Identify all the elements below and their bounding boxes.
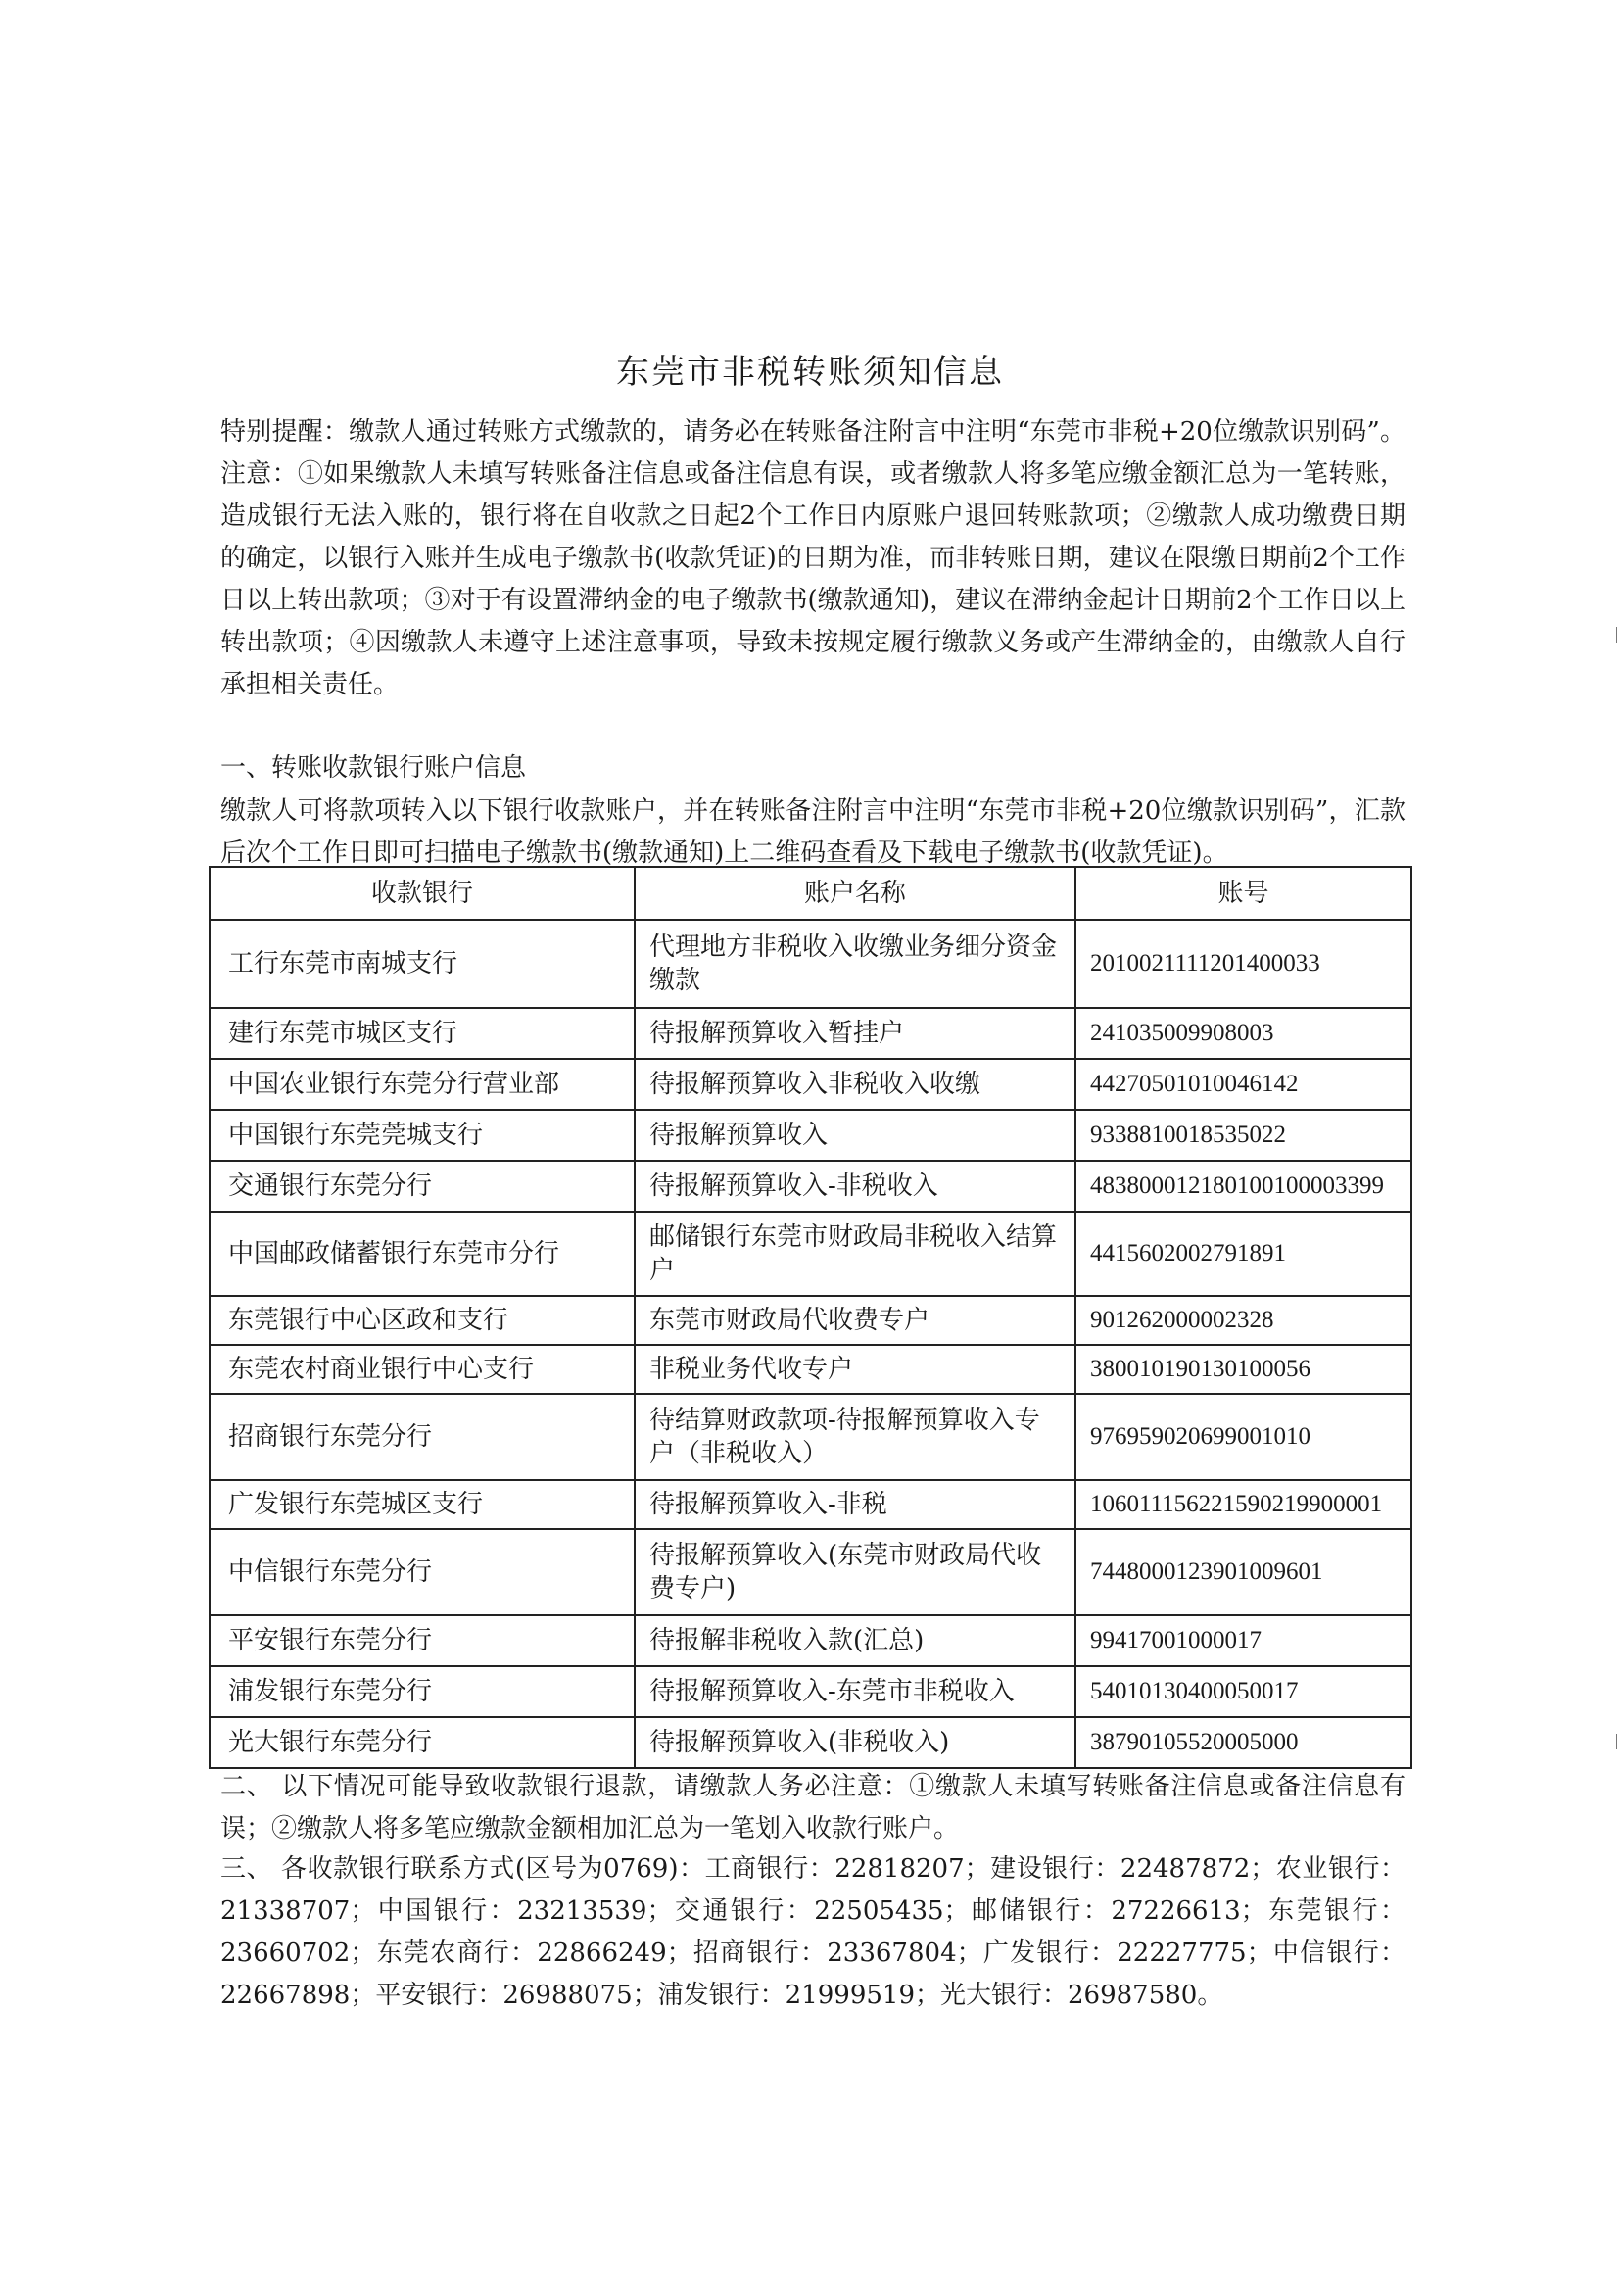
bank-cell: 东莞农村商业银行中心支行	[210, 1345, 635, 1394]
bank-cell: 建行东莞市城区支行	[210, 1008, 635, 1059]
special-reminder: 特别提醒：缴款人通过转账方式缴款的，请务必在转账备注附言中注明“东莞市非税+20位缴款识别码”。注意：①如果缴款人未填写转账备注信息或备注信息有误，或者缴款人将多笔应缴金额汇总为一笔转账，造成银行无法入账的，银行将在自收款之日起2个工作日内原账户退回转账款项；②缴款人成功缴费日期的确定，以银行入账并生成电子缴款书(收款凭证)的日期为准，而非转账日期，建议在限缴日期前2个工作日以上转出款项；③对于有设置滞纳金的电子缴款书(缴款通知)，建议在滞纳金起计日期前2个工作日以上转出款项；④因缴款人未遵守上述注意事项，导致未按规定履行缴款义务或产生滞纳金的，由缴款人自行承担相关责任。	[220, 417, 1406, 699]
account-number-cell: 38790105520005000	[1075, 1717, 1411, 1768]
account-number-cell: 241035009908003	[1075, 1008, 1411, 1059]
table-row	[210, 1717, 1411, 1768]
bank-cell: 中信银行东莞分行	[210, 1529, 635, 1615]
table-row	[210, 1394, 1411, 1480]
account-name-cell: 代理地方非税收入收缴业务细分资金缴款	[635, 920, 1075, 1008]
account-number-cell: 7448000123901009601	[1075, 1529, 1411, 1615]
table-row	[210, 1008, 1411, 1059]
account-name-cell: 待报解预算收入非税收入收缴	[635, 1059, 1075, 1110]
account-number-cell: 106011156221590219900001	[1075, 1480, 1411, 1529]
table-row	[210, 1666, 1411, 1717]
bank-cell: 光大银行东莞分行	[210, 1717, 635, 1768]
table-row	[210, 1529, 1411, 1615]
page-title: 东莞市非税转账须知信息	[616, 353, 1004, 392]
account-number-cell: 9338810018535022	[1075, 1110, 1411, 1161]
account-number-cell: 976959020699001010	[1075, 1394, 1411, 1480]
header-bank: 收款银行	[210, 867, 635, 920]
bank-accounts-table	[209, 866, 1412, 1769]
account-number-cell: 380010190130100056	[1075, 1345, 1411, 1394]
account-name-cell: 待报解预算收入(非税收入)	[635, 1717, 1075, 1768]
bank-cell: 平安银行东莞分行	[210, 1615, 635, 1666]
account-number-cell: 99417001000017	[1075, 1615, 1411, 1666]
table-row	[210, 1615, 1411, 1666]
bank-cell: 工行东莞市南城支行	[210, 920, 635, 1008]
account-name-cell: 非税业务代收专户	[635, 1345, 1075, 1394]
bank-cell: 招商银行东莞分行	[210, 1394, 635, 1480]
account-name-cell: 待结算财政款项-待报解预算收入专户（非税收入）	[635, 1394, 1075, 1480]
section1-intro: 缴款人可将款项转入以下银行收款账户，并在转账备注附言中注明“东莞市非税+20位缴款识别码”，汇款后次个工作日即可扫描电子缴款书(缴款通知)上二维码查看及下载电子缴款书(收款凭证)。	[220, 796, 1406, 868]
scan-edge-mark	[1616, 1734, 1617, 1749]
section2-refund-notice: 二、 以下情况可能导致收款银行退款，请缴款人务必注意：①缴款人未填写转账备注信息或备注信息有误；②缴款人将多笔应缴款金额相加汇总为一笔划入收款行账户。	[220, 1772, 1406, 1843]
table-row	[210, 1059, 1411, 1110]
table-row	[210, 1345, 1411, 1394]
bank-cell: 中国银行东莞莞城支行	[210, 1110, 635, 1161]
table-header-row	[210, 867, 1411, 920]
table-row	[210, 920, 1411, 1008]
bank-cell: 中国邮政储蓄银行东莞市分行	[210, 1212, 635, 1296]
account-name-cell: 待报解预算收入暂挂户	[635, 1008, 1075, 1059]
table-row	[210, 1110, 1411, 1161]
section1-heading: 一、转账收款银行账户信息	[220, 753, 527, 783]
account-number-cell: 901262000002328	[1075, 1296, 1411, 1345]
scan-edge-mark	[1616, 627, 1617, 643]
table-row	[210, 1212, 1411, 1296]
bank-cell: 中国农业银行东莞分行营业部	[210, 1059, 635, 1110]
header-account-number: 账号	[1075, 867, 1411, 920]
bank-cell: 浦发银行东莞分行	[210, 1666, 635, 1717]
section3-bank-contacts: 三、 各收款银行联系方式(区号为0769)：工商银行：22818207；建设银行：22487872；农业银行：21338707；中国银行：23213539；交通银行：22505435；邮储银行：27226613；东莞银行：23660702；东莞农商行：22866249；招商银行：23367804；广发银行：22227775；中信银行：22667898；平安银行：26988075；浦发银行：21999519；光大银行：26987580。	[220, 1854, 1406, 2010]
bank-cell: 广发银行东莞城区支行	[210, 1480, 635, 1529]
table-row	[210, 1161, 1411, 1212]
account-name-cell: 待报解预算收入(东莞市财政局代收费专户)	[635, 1529, 1075, 1615]
account-name-cell: 待报解预算收入-非税	[635, 1480, 1075, 1529]
account-number-cell: 44270501010046142	[1075, 1059, 1411, 1110]
account-number-cell: 4415602002791891	[1075, 1212, 1411, 1296]
account-name-cell: 邮储银行东莞市财政局非税收入结算户	[635, 1212, 1075, 1296]
table-row	[210, 1296, 1411, 1345]
header-account-name: 账户名称	[635, 867, 1075, 920]
account-number-cell: 2010021111201400033	[1075, 920, 1411, 1008]
bank-cell: 交通银行东莞分行	[210, 1161, 635, 1212]
account-number-cell: 54010130400050017	[1075, 1666, 1411, 1717]
bank-cell: 东莞银行中心区政和支行	[210, 1296, 635, 1345]
account-name-cell: 东莞市财政局代收费专户	[635, 1296, 1075, 1345]
account-name-cell: 待报解预算收入-东莞市非税收入	[635, 1666, 1075, 1717]
account-number-cell: 483800012180100100003399	[1075, 1161, 1411, 1212]
account-name-cell: 待报解非税收入款(汇总)	[635, 1615, 1075, 1666]
account-name-cell: 待报解预算收入	[635, 1110, 1075, 1161]
table-row	[210, 1480, 1411, 1529]
account-name-cell: 待报解预算收入-非税收入	[635, 1161, 1075, 1212]
